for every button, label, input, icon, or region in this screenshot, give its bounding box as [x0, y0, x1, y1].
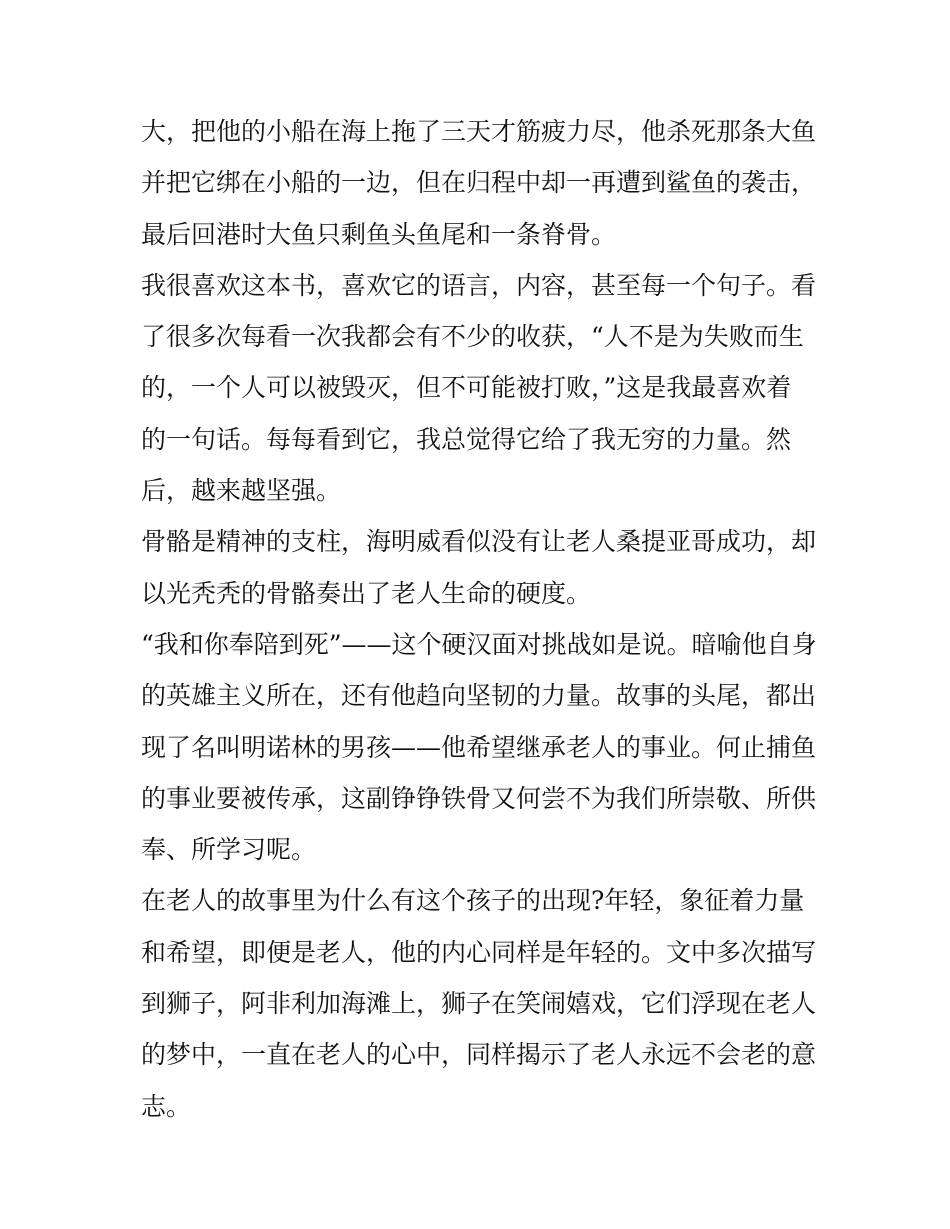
text-line: 我很喜欢这本书，喜欢它的语言，内容，甚至每一个句子。看	[141, 270, 817, 300]
text-line: 大，把他的小船在海上拖了三天才筋疲力尽，他杀死那条大鱼	[141, 117, 817, 146]
text-line: 并把它绑在小船的一边，但在归程中却一再遭到鲨鱼的袭击，	[141, 168, 817, 198]
text-line: 了很多次每看一次我都会有不少的收获，“人不是为失败而生	[141, 322, 804, 352]
text-line: 现了名叫明诺林的男孩——他希望继承老人的事业。何止捕鱼	[141, 732, 817, 762]
text-line: 的一句话。每每看到它，我总觉得它给了我无穷的力量。然	[141, 424, 792, 454]
text-line: 的英雄主义所在，还有他趋向坚韧的力量。故事的头尾，都出	[141, 681, 817, 711]
text-line: “我和你奉陪到死”——这个硬汉面对挑战如是说。暗喻他自身	[141, 629, 817, 659]
body-text	[141, 106, 821, 1132]
text-line: 以光秃秃的骨骼奏出了老人生命的硬度。	[141, 578, 592, 608]
text-line: 骨骼是精神的支柱，海明威看似没有让老人桑提亚哥成功，却	[141, 527, 817, 557]
text-line: 的，一个人可以被毁灭，但不可能被打败，”这是我最喜欢着	[141, 373, 792, 403]
text-line: 奉、所学习呢。	[141, 835, 317, 865]
text-line: 在老人的故事里为什么有这个孩子的出现?年轻，象征着力量	[141, 886, 805, 916]
text-line: 后，越来越坚强。	[141, 476, 342, 506]
text-line: 到狮子，阿非利加海滩上，狮子在笑闹嬉戏，它们浮现在老人	[141, 989, 817, 1019]
text-line: 的事业要被传承，这副铮铮铁骨又何尝不为我们所崇敬、所供	[141, 783, 817, 813]
text-line: 和希望，即便是老人，他的内心同样是年轻的。文中多次描写	[141, 937, 817, 967]
text-line: 的梦中，一直在老人的心中，同样揭示了老人永远不会老的意	[141, 1040, 817, 1070]
text-line: 志。	[141, 1091, 192, 1121]
text-line: 最后回港时大鱼只剩鱼头鱼尾和一条脊骨。	[141, 219, 617, 249]
